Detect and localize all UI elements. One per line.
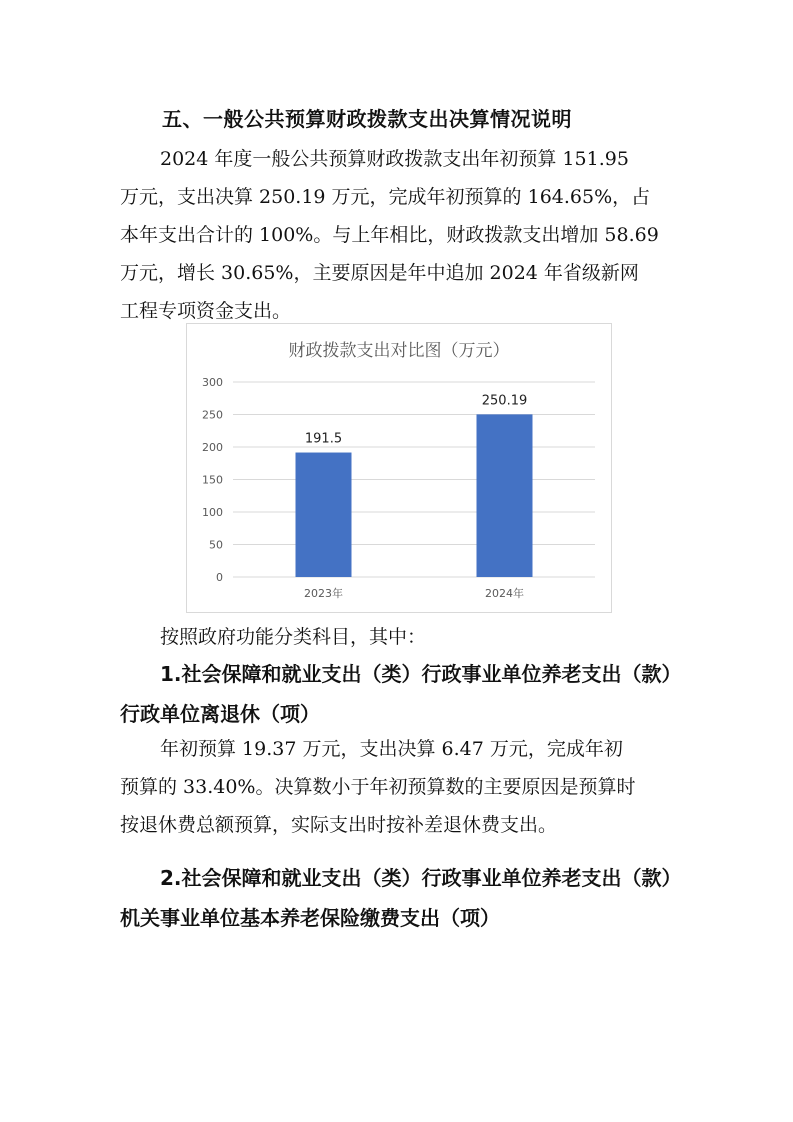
classification-intro: 按照政府功能分类科目，其中： [160, 626, 427, 648]
item-title-line: 1.社会保障和就业支出（类）行政事业单位养老支出（款） [160, 662, 682, 686]
y-tick-label: 250 [202, 408, 223, 422]
x-tick-label: 2024年 [485, 587, 524, 600]
item-title-line: 机关事业单位基本养老保险缴费支出（项） [120, 906, 500, 930]
item-1-body [120, 730, 680, 844]
budget-paragraph [120, 140, 680, 330]
item-body-line: 预算的 33.40%。决算数小于年初预算数的主要原因是预算时 [120, 776, 636, 798]
item-body-line: 年初预算 19.37 万元，支出决算 6.47 万元，完成年初 [160, 738, 623, 760]
x-tick-label: 2023年 [304, 587, 343, 600]
classification-intro-block [120, 618, 680, 656]
data-label: 250.19 [481, 393, 528, 409]
section-heading: 五、一般公共预算财政拨款支出决算情况说明 [162, 107, 572, 131]
bar [477, 414, 533, 577]
chart-title: 财政拨款支出对比图（万元） [288, 341, 510, 361]
paragraph-line: 工程专项资金支出。 [120, 300, 292, 322]
expenditure-chart [186, 323, 612, 613]
item-title-line: 2.社会保障和就业支出（类）行政事业单位养老支出（款） [160, 866, 682, 890]
y-tick-label: 150 [202, 473, 223, 487]
data-label: 191.5 [304, 431, 343, 447]
paragraph-line: 万元，支出决算 250.19 万元，完成年初预算的 164.65%，占 [120, 186, 651, 208]
paragraph-line: 万元，增长 30.65%，主要原因是年中追加 2024 年省级新网 [120, 262, 639, 284]
y-tick-label: 200 [202, 441, 223, 454]
y-tick-label: 50 [209, 538, 223, 552]
item-title-line: 行政单位离退休（项） [120, 702, 320, 726]
bar [296, 453, 352, 577]
chart-svg [187, 324, 611, 612]
y-tick-label: 0 [216, 571, 223, 584]
item-body-line: 按退休费总额预算，实际支出时按补差退休费支出。 [120, 814, 558, 836]
y-tick-label: 100 [202, 506, 223, 519]
paragraph-line: 本年支出合计的 100%。与上年相比，财政拨款支出增加 58.69 [120, 224, 659, 246]
item-1-title [120, 654, 700, 734]
y-tick-label: 300 [202, 376, 223, 389]
item-2-title [120, 858, 700, 938]
paragraph-line: 2024 年度一般公共预算财政拨款支出年初预算 151.95 [160, 148, 629, 170]
